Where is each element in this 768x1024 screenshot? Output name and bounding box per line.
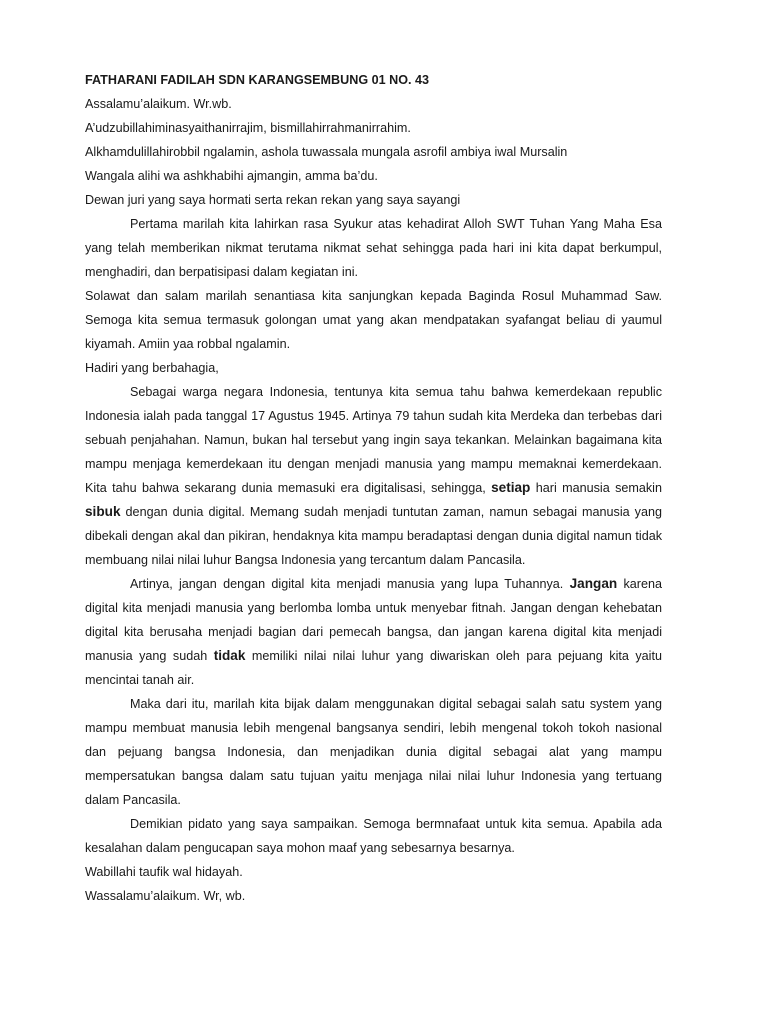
paragraph-text: karena digital kita menjadi manusia yang berlomba lomba untuk menyebar fitnah. Jangan dengan kehebatan digital kita berusaha menjadi bagian dari pemecah bangsa, dan jangan karena digital kita menjadi manusia yang sudah xyxy=(85,577,663,663)
paragraph-text: dengan dunia digital. Memang sudah menjadi tuntutan zaman, namun sebagai manusia yang dibekali dengan akal dan pikiran, hendaknya kita mampu beradaptasi dengan dunia digital namun tidak membuang nilai nilai luhur Bangsa Indonesia yang tercantum dalam Pancasila. xyxy=(85,505,662,567)
audience-address-line: Hadiri yang berbahagia, xyxy=(85,361,219,375)
emphasis-word: Jangan xyxy=(569,576,618,591)
paragraph-text: Sebagai warga negara Indonesia, tentunya kita semua tahu bahwa kemerdekaan republic Indonesia ialah pada tanggal 17 Agustus 1945. Artinya 79 tahun sudah kita Merdeka dan terbebas dari sebuah penjahahan. Namun, bukan hal tersebut yang ingin saya tekankan. Melainkan bagaimana kita mampu menjaga kemerdekaan itu dengan menjadi manusia yang mampu memaknai kemerdekaan. Kita tahu bahwa sekarang dunia memasuki era digitalisasi, sehingga, xyxy=(85,385,662,495)
document-title: FATHARANI FADILAH SDN KARANGSEMBUNG 01 NO. 43 xyxy=(85,73,430,87)
jury-address-line: Dewan juri yang saya hormati serta rekan rekan yang saya sayangi xyxy=(85,193,461,207)
closing-taufik-line: Wabillahi taufik wal hidayah. xyxy=(85,865,243,879)
paragraph-maka: Maka dari itu, marilah kita bijak dalam menggunakan digital sebagai salah satu system yang mampu membuat manusia lebih mengenal bangsanya sendiri, lebih mengenal tokoh tokoh nasional dan pejuang bangsa Indonesia, dan menjadikan dunia digital sebagai alat yang mampu mempersatukan bangsa dalam satu tujuan yaitu menjaga nilai nilai luhur Indonesia yang tertuang dalam Pancasila. xyxy=(85,697,662,807)
paragraph-kemerdekaan xyxy=(85,380,662,572)
closing-salam-line: Wassalamu’alaikum. Wr, wb. xyxy=(85,889,246,903)
greeting-line: Assalamu’alaikum. Wr.wb. xyxy=(85,97,232,111)
paragraph-solawat: Solawat dan salam marilah senantiasa kita sanjungkan kepada Baginda Rosul Muhammad Saw. Semoga kita semua termasuk golongan umat yang akan mendpatakan syafangat beliau di yaumul kiyamah. Amiin yaa robbal ngalamin. xyxy=(85,289,662,351)
speech-document xyxy=(85,68,662,908)
paragraph-artinya xyxy=(85,572,662,692)
paragraph-text: memiliki nilai nilai luhur yang diwariskan oleh para pejuang kita yaitu mencintai tanah air. xyxy=(85,649,662,687)
paragraph-text: Artinya, jangan dengan digital kita menjadi manusia yang lupa Tuhannya. xyxy=(130,577,570,591)
paragraph-demikian: Demikian pidato yang saya sampaikan. Semoga bermnafaat untuk kita semua. Apabila ada kesalahan dalam pengucapan saya mohon maaf yang sebesarnya besarnya. xyxy=(85,817,662,855)
taawudz-line: A’udzubillahiminasyaithanirrajim, bismillahirrahmanirrahim. xyxy=(85,121,411,135)
emphasis-word: sibuk xyxy=(85,504,121,519)
emphasis-word: setiap xyxy=(491,480,531,495)
wangala-line: Wangala alihi wa ashkhabihi ajmangin, amma ba’du. xyxy=(85,169,378,183)
paragraph-text: hari manusia semakin xyxy=(530,481,662,495)
hamdalah-line: Alkhamdulillahirobbil ngalamin, ashola tuwassala mungala asrofil ambiya iwal Mursalin xyxy=(85,145,568,159)
paragraph-syukur: Pertama marilah kita lahirkan rasa Syukur atas kehadirat Alloh SWT Tuhan Yang Maha Esa yang telah memberikan nikmat terutama nikmat sehat sehingga pada hari ini kita dapat berkumpul, menghadiri, dan berpatisipasi dalam kegiatan ini. xyxy=(85,217,662,279)
emphasis-word: tidak xyxy=(213,648,246,663)
